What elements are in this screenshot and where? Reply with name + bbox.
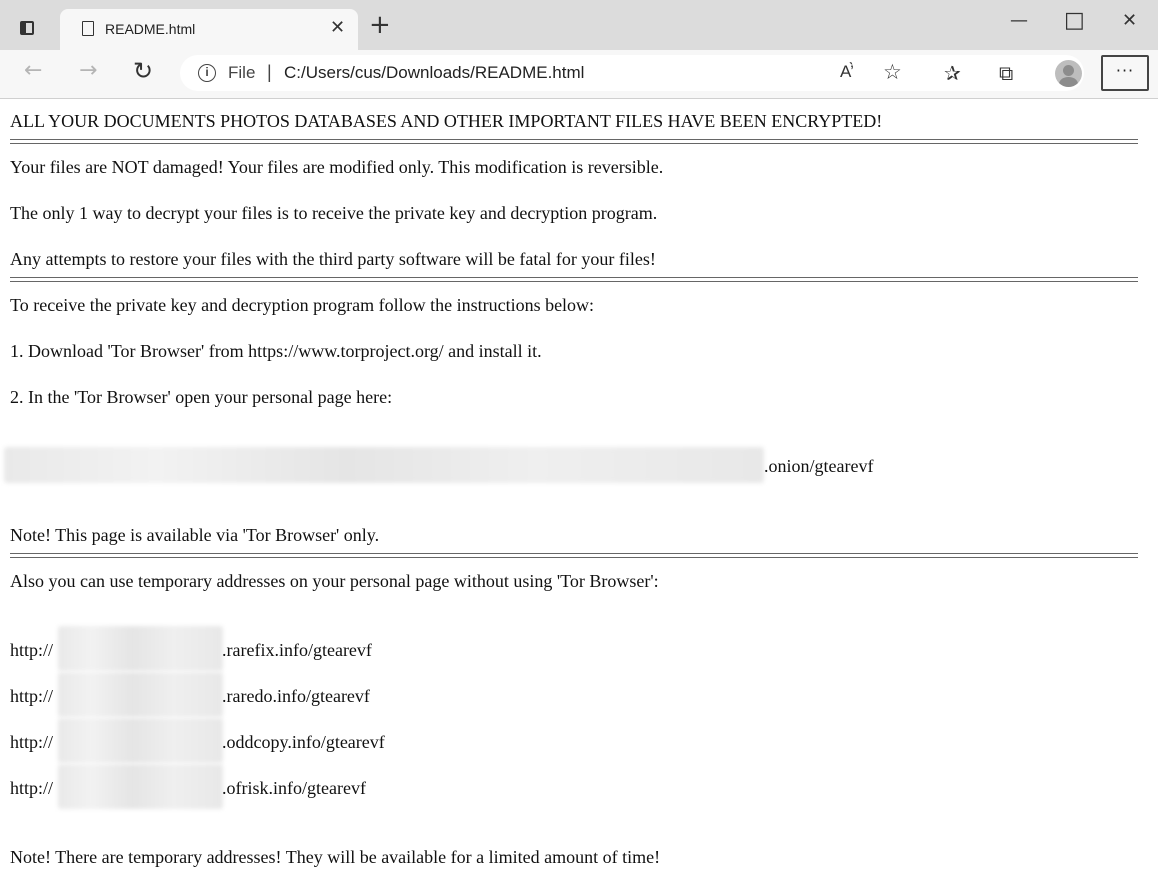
tab-title: README.html xyxy=(105,21,196,37)
temp-link-prefix: http:// xyxy=(10,778,54,798)
info-icon[interactable]: i xyxy=(198,64,216,82)
toolbar xyxy=(0,50,1158,99)
browser-chrome xyxy=(0,0,1158,99)
paragraph: The only 1 way to decrypt your files is to receive the private key and decryption program. xyxy=(10,203,658,223)
page-icon xyxy=(82,21,94,36)
paragraph: To receive the private key and decryption program follow the instructions below: xyxy=(10,295,595,315)
paragraph: Your files are NOT damaged! Your files are modified only. This modification is reversible. xyxy=(10,157,664,177)
add-favorite-icon[interactable]: ☆ xyxy=(883,60,902,84)
favorites-icon[interactable]: ✰ xyxy=(944,61,961,85)
temp-link-suffix[interactable]: .ofrisk.info/gtearevf xyxy=(222,778,366,798)
redacted-address xyxy=(58,718,223,763)
minimize-button[interactable]: — xyxy=(1010,10,1028,31)
redacted-address xyxy=(58,626,223,671)
collections-icon[interactable]: ⧉ xyxy=(999,61,1014,85)
paragraph: Also you can use temporary addresses on your personal page without using 'Tor Browser': xyxy=(10,571,659,591)
temp-link-prefix: http:// xyxy=(10,640,54,660)
new-tab-button[interactable]: + xyxy=(369,10,391,40)
temp-link-suffix[interactable]: .raredo.info/gtearevf xyxy=(222,686,370,706)
page-content xyxy=(0,99,1158,879)
redacted-address xyxy=(58,672,223,717)
divider xyxy=(10,277,1138,282)
temp-link-prefix: http:// xyxy=(10,686,54,706)
tab-close-icon[interactable]: ✕ xyxy=(330,17,346,38)
divider xyxy=(10,553,1138,558)
temp-link-suffix[interactable]: .oddcopy.info/gtearevf xyxy=(222,732,385,752)
onion-link-suffix[interactable]: .onion/gtearevf xyxy=(764,456,874,476)
redacted-address xyxy=(58,764,223,809)
tab-actions-icon[interactable] xyxy=(20,21,34,35)
more-menu-button[interactable]: ··· xyxy=(1101,55,1149,91)
scheme-label: File xyxy=(228,63,256,82)
maximize-button[interactable]: □ xyxy=(1064,8,1085,33)
note: Note! There are temporary addresses! They will be available for a limited amount of time! xyxy=(10,847,661,867)
forward-button[interactable]: → xyxy=(79,58,98,83)
close-window-button[interactable]: ✕ xyxy=(1122,10,1138,31)
note: Note! This page is available via 'Tor Browser' only. xyxy=(10,525,380,545)
ransom-headline: ALL YOUR DOCUMENTS PHOTOS DATABASES AND OTHER IMPORTANT FILES HAVE BEEN ENCRYPTED! xyxy=(10,111,883,131)
instruction-step: 2. In the 'Tor Browser' open your personal page here: xyxy=(10,387,393,407)
instruction-step: 1. Download 'Tor Browser' from https://www.torproject.org/ and install it. xyxy=(10,341,542,361)
temp-link-prefix: http:// xyxy=(10,732,54,752)
divider xyxy=(10,139,1138,144)
back-button[interactable]: ← xyxy=(24,58,43,83)
refresh-button[interactable]: ↻ xyxy=(133,57,154,85)
temp-link-suffix[interactable]: .rarefix.info/gtearevf xyxy=(222,640,372,660)
paragraph: Any attempts to restore your files with the third party software will be fatal for your files! xyxy=(10,249,656,269)
tab-bar xyxy=(0,0,1158,50)
read-aloud-icon[interactable]: A’̀ xyxy=(840,62,854,81)
tab-readme[interactable] xyxy=(60,9,358,50)
profile-avatar[interactable] xyxy=(1055,60,1082,87)
redacted-onion-address xyxy=(4,447,764,483)
url-text[interactable]: C:/Users/cus/Downloads/README.html xyxy=(284,63,585,82)
address-separator: | xyxy=(267,62,272,82)
